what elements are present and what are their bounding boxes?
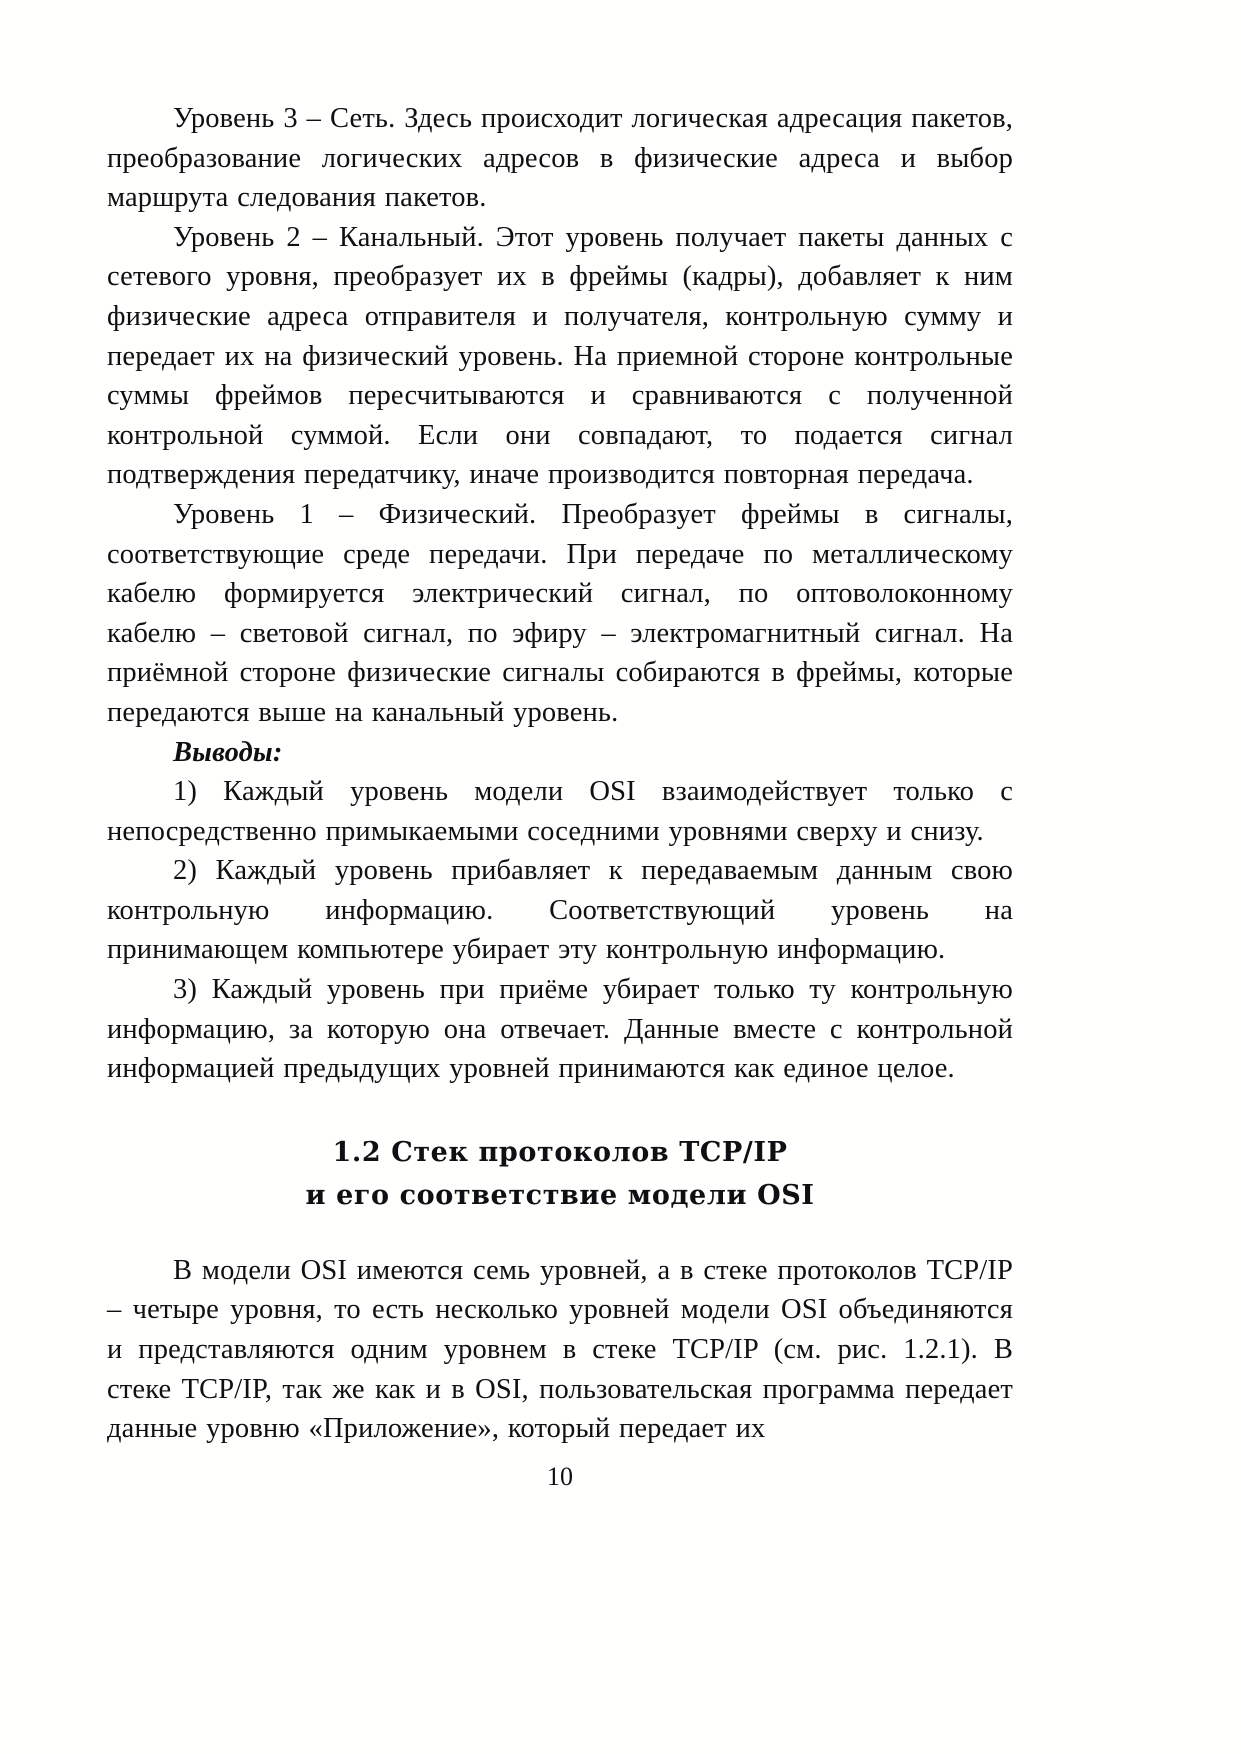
conclusion-item-2: 2) Каждый уровень прибавляет к передаваемым данным свою контрольную информацию. Соответствующий уровень на принимающем компьютере убирает эту контрольную информацию. — [107, 855, 1013, 966]
paragraph-level-3-network: Уровень 3 – Сеть. Здесь происходит логическая адресация пакетов, преобразование логических адресов в физические адреса и выбор маршрута следования пакетов. — [107, 103, 1013, 214]
conclusion-item-1: 1) Каждый уровень модели OSI взаимодействует только с непосредственно примыкаемыми соседними уровнями сверху и снизу. — [107, 776, 1013, 847]
conclusion-item-3: 3) Каждый уровень при приёме убирает только ту контрольную информацию, за которую она отвечает. Данные вместе с контрольной информацией предыдущих уровней принимаются как единое целое. — [107, 974, 1013, 1085]
section-heading — [107, 1131, 1013, 1217]
paragraph-level-1-physical: Уровень 1 – Физический. Преобразует фреймы в сигналы, соответствующие среде передачи. При передаче по металлическому кабелю формируется электрический сигнал, по оптоволоконному кабелю – световой сигнал, по эфиру – электромагнитный сигнал. На приёмной стороне физические сигналы собираются в фреймы, которые передаются выше на канальный уровень. — [107, 498, 1013, 728]
section-heading-line-2: и его соответствие модели OSI — [305, 1179, 815, 1211]
paragraph-tcpip-intro: В модели OSI имеются семь уровней, а в стеке протоколов TCP/IP – четыре уровня, то есть несколько уровней модели OSI объединяются и представляются одним уровнем в стеке TCP/IP (см. рис. 1.2.1). В стеке TCP/IP, так же как и в OSI, пользовательская программа передает данные уровню «Приложение», который передает их — [107, 1254, 1013, 1445]
paragraph-level-2-datalink: Уровень 2 – Канальный. Этот уровень получает пакеты данных с сетевого уровня, преобразует их в фреймы (кадры), добавляет к ним физические адреса отправителя и получателя, контрольную сумму и передает их на физический уровень. На приемной стороне контрольные суммы фреймов пересчитываются и сравниваются с полученной контрольной суммой. Если они совпадают, то подается сигнал подтверждения передатчику, иначе производится повторная передача. — [107, 221, 1013, 491]
conclusions-heading: Выводы: — [173, 736, 283, 768]
page-text-block — [107, 99, 1013, 1449]
page-number: 10 — [547, 1462, 573, 1491]
section-heading-line-1: 1.2 Стек протоколов TCP/IP — [332, 1136, 788, 1168]
